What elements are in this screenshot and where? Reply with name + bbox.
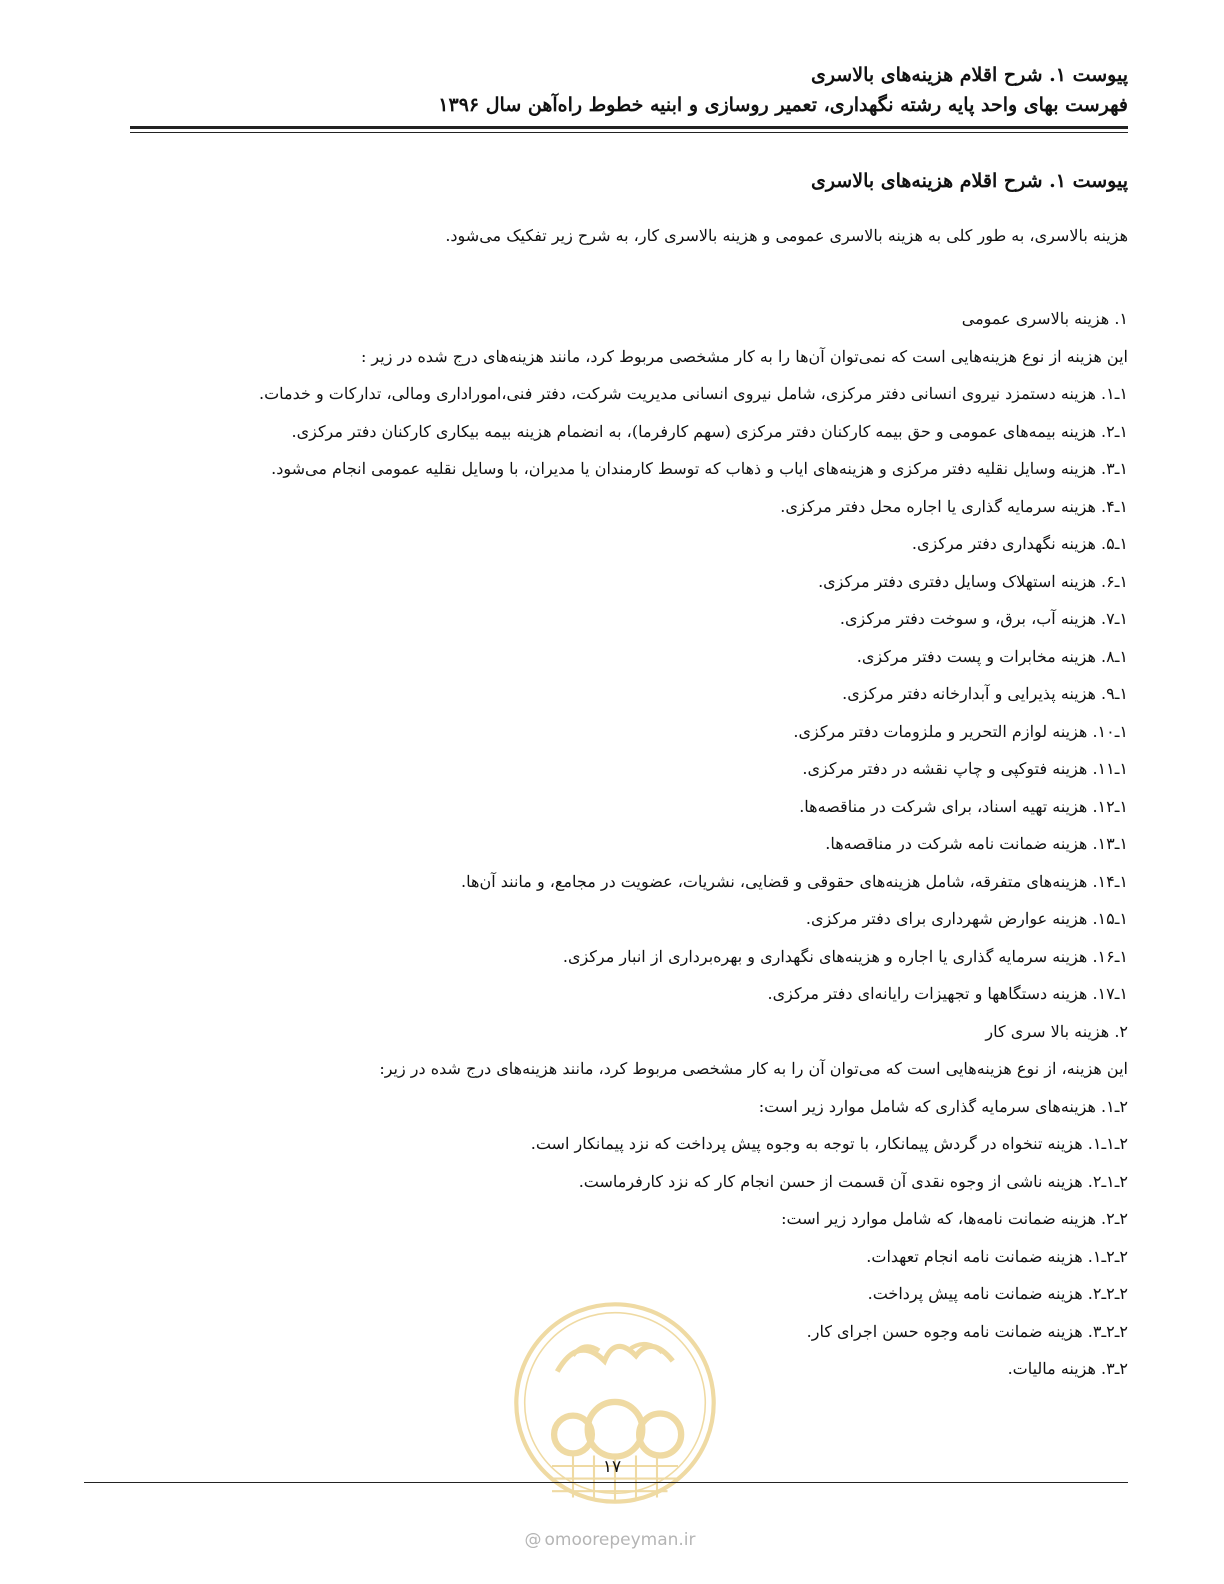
list-item: ۲ـ۱. هزینه‌های سرمایه گذاری که شامل موارد زیر است: — [758, 1096, 1128, 1116]
list-item: ۱ـ۱۶. هزینه سرمایه گذاری یا اجاره و هزینه‌های نگهداری و بهره‌برداری از انبار مرکزی. — [562, 946, 1128, 966]
page-number: ۱۷ — [602, 1457, 622, 1477]
list-item: ۱ـ۴. هزینه سرمایه گذاری یا اجاره محل دفتر مرکزی. — [780, 496, 1128, 516]
overhead-items-list — [90, 300, 1128, 1388]
list-item: ۱ـ۱. هزینه دستمزد نیروی انسانی دفتر مرکزی، شامل نیروی انسانی مدیریت شرکت، دفتر فنی،اموراداری ومالی، تدارکات و خدمات. — [259, 384, 1128, 403]
site-watermark-text: omoorepeyman.ir — [544, 1530, 696, 1550]
list-item: ۱ـ۵. هزینه نگهداری دفتر مرکزی. — [911, 534, 1128, 553]
list-item: ۱ـ۳. هزینه وسایل نقلیه دفتر مرکزی و هزینه‌های ایاب و ذهاب که توسط کارمندان یا مدیران، با وسایل نقلیه عمومی انجام می‌شود. — [271, 459, 1128, 478]
at-sign-icon: @ — [524, 1530, 542, 1550]
list-item: ۱ـ۷. هزینه آب، برق، و سوخت دفتر مرکزی. — [839, 609, 1128, 628]
list-item: ۱ـ۹. هزینه پذیرایی و آبدارخانه دفتر مرکزی. — [842, 684, 1128, 703]
list-item: ۱ـ۶. هزینه استهلاک وسایل دفتری دفتر مرکزی. — [818, 571, 1128, 591]
list-item: ۲ـ۲ـ۱. هزینه ضمانت نامه انجام تعهدات. — [866, 1246, 1128, 1266]
list-item: ۱ـ۸. هزینه مخابرات و پست دفتر مرکزی. — [856, 646, 1128, 666]
list-item: ۱ـ۲. هزینه بیمه‌های عمومی و حق بیمه کارکنان دفتر مرکزی (سهم کارفرما)، به انضمام هزینه بیمه بیکاری کارکنان دفتر مرکزی. — [291, 421, 1128, 441]
list-item: ۱ـ۱۲. هزینه تهیه اسناد، برای شرکت در مناقصه‌ها. — [799, 796, 1128, 816]
list-item: این هزینه، از نوع هزینه‌هایی است که می‌توان آن را به کار مشخصی مربوط کرد، مانند هزینه‌های درج شده در زیر: — [379, 1059, 1128, 1078]
list-item: این هزینه از نوع هزینه‌هایی است که نمی‌توان آن‌ها را به کار مشخصی مربوط کرد، مانند هزینه‌های درج شده در زیر : — [360, 346, 1128, 366]
header-document-title: فهرست بهای واحد پایه رشته نگهداری، تعمیر روسازی و ابنیه خطوط راه‌آهن سال ۱۳۹۶ — [438, 94, 1128, 116]
list-item: ۲ـ۲. هزینه ضمانت نامه‌ها، که شامل موارد زیر است: — [781, 1209, 1128, 1228]
list-item: ۲ـ۲ـ۳. هزینه ضمانت نامه وجوه حسن اجرای کار. — [806, 1321, 1128, 1341]
header-rule-thick — [130, 126, 1128, 129]
list-item: ۱. هزینه بالاسری عمومی — [961, 309, 1128, 328]
list-item: ۱ـ۱۰. هزینه لوازم التحریر و ملزومات دفتر مرکزی. — [793, 721, 1128, 741]
list-item: ۲ـ۲ـ۲. هزینه ضمانت نامه پیش پرداخت. — [867, 1284, 1128, 1303]
list-item: ۲ـ۱ـ۲. هزینه ناشی از وجوه نقدی آن قسمت از حسن انجام کار که نزد کارفرماست. — [578, 1171, 1128, 1191]
header-rule-thin — [130, 132, 1128, 133]
list-item: ۱ـ۱۱. هزینه فتوکپی و چاپ نقشه در دفتر مرکزی. — [802, 759, 1128, 778]
header-appendix-title: پیوست ۱. شرح اقلام هزینه‌های بالاسری — [810, 64, 1128, 86]
intro-paragraph: هزینه بالاسری، به طور کلی به هزینه بالاسری عمومی و هزینه بالاسری کار، به شرح زیر تفکیک می‌شود. — [445, 226, 1128, 245]
list-item: ۱ـ۱۳. هزینه ضمانت نامه شرکت در مناقصه‌ها. — [825, 834, 1128, 853]
list-item: ۱ـ۱۵. هزینه عوارض شهرداری برای دفتر مرکزی. — [805, 909, 1128, 928]
list-item: ۲ـ۱ـ۱. هزینه تنخواه در گردش پیمانکار، با توجه به وجوه پیش پرداخت که نزد پیمانکار است. — [530, 1134, 1128, 1153]
list-item: ۲ـ۳. هزینه مالیات. — [1007, 1359, 1128, 1378]
list-item: ۱ـ۱۷. هزینه دستگاهها و تجهیزات رایانه‌ای دفتر مرکزی. — [767, 984, 1128, 1003]
section-title: پیوست ۱. شرح اقلام هزینه‌های بالاسری — [810, 170, 1128, 192]
page-header — [130, 60, 1128, 120]
list-item: ۲. هزینه بالا سری کار — [985, 1021, 1128, 1041]
list-item: ۱ـ۱۴. هزینه‌های متفرقه، شامل هزینه‌های حقوقی و قضایی، نشریات، عضویت در مجامع، و مانند آن‌ها. — [461, 871, 1128, 891]
site-watermark — [500, 1530, 720, 1550]
footer-rule — [84, 1482, 1128, 1483]
